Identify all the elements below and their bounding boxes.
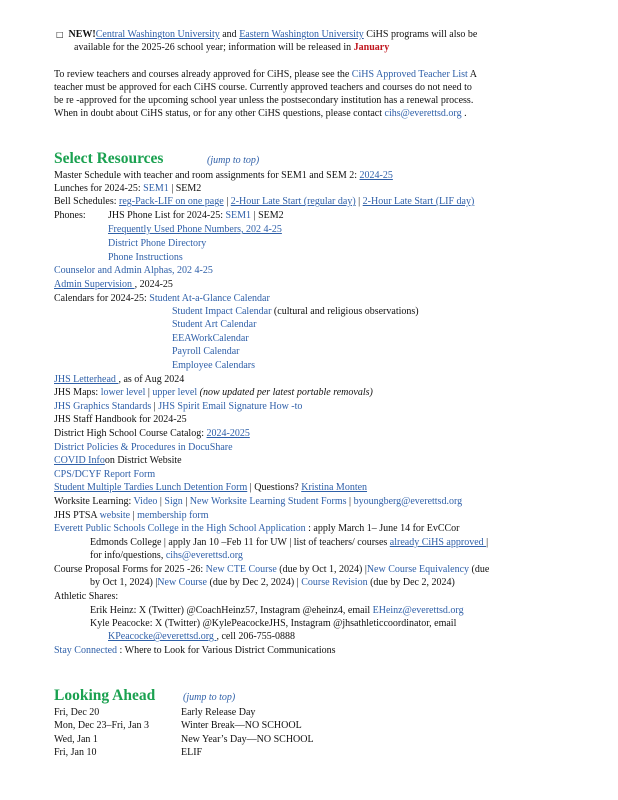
staff-handbook: JHS Staff Handbook for 2024-25 (54, 414, 187, 425)
course-proposal-line: Course Proposal Forms for 2025 -26: New CTE Course (due by Oct 1, 2024) |New Course Equivalency (due (54, 564, 490, 575)
cihs-approved-teacher-list-link[interactable]: CiHS Approved Teacher List (351, 69, 468, 80)
kpeacocke-email-link[interactable]: KPeacocke@everettsd.org (108, 631, 217, 642)
district-phone-directory-link[interactable]: District Phone Directory (108, 238, 207, 249)
frequent-phone-numbers-link[interactable]: Frequently Used Phone Numbers, 202 4-25 (108, 224, 282, 235)
new-announcement: □ NEW!Central Washington University and Eastern Washington University CiHS programs will also be available for the 2025-26 school year; information will be released in January (56, 29, 478, 53)
intro-line-2: teacher must be approved for each CiHS course. Currently approved teachers and courses do not need to (54, 82, 472, 93)
event-name: New Year’s Day—NO SCHOOL (181, 734, 314, 745)
new-label: NEW! (68, 29, 96, 40)
cps-report-form-link[interactable]: CPS/DCYF Report Form (54, 469, 156, 480)
bullet-icon: □ (56, 30, 64, 39)
stay-connected-line: Stay Connected : Where to Look for Various District Communications (54, 645, 336, 656)
tardies-form-link[interactable]: Student Multiple Tardies Lunch Detention Form (54, 482, 248, 493)
worksite-video-link[interactable]: Video (133, 496, 158, 507)
kristina-monten-link[interactable]: Kristina Monten (301, 482, 368, 493)
letterhead-line: JHS Letterhead , as of Aug 2024 (54, 374, 185, 385)
course-catalog-line: District High School Course Catalog: 2024-2025 (54, 428, 250, 439)
lunches-line: Lunches for 2024-25: SEM1 | SEM2 (54, 183, 202, 194)
bell-late-start-lif-link[interactable]: 2-Hour Late Start (LIF day) (362, 196, 475, 207)
worksite-learning-line: Worksite Learning: Video | Sign | New Worksite Learning Student Forms | byoungberg@everettsd.org (54, 496, 463, 507)
course-catalog-link[interactable]: 2024-2025 (206, 428, 250, 439)
lower-level-map-link[interactable]: lower level (100, 387, 146, 398)
intro-line-1: To review teachers and courses already approved for CiHS, please see the CiHS Approved Teacher List A (54, 69, 478, 80)
intro-line-4: When in doubt about CiHS status, or for any other CiHS questions, please contact cihs@everettsd.org . (54, 108, 467, 119)
ewu-link[interactable]: Eastern Washington University (239, 29, 364, 40)
bell-reg-link[interactable]: reg-Pack-LIF on one page (119, 196, 224, 207)
covid-info-link[interactable]: COVID Info (54, 455, 105, 466)
event-date: Fri, Jan 10 (54, 747, 97, 758)
college-line-2: Edmonds College | apply Jan 10 –Feb 11 for UW | list of teachers/ courses already CiHS approved | (90, 537, 489, 548)
event-name: Winter Break—NO SCHOOL (181, 720, 302, 731)
phone-instructions-link[interactable]: Phone Instructions (108, 252, 183, 263)
college-application-link[interactable]: Everett Public Schools College in the High School Application (54, 523, 306, 534)
employee-calendars-link[interactable]: Employee Calendars (172, 360, 256, 371)
student-impact-calendar-line: Student Impact Calendar (cultural and religious observations) (172, 306, 419, 317)
admin-supervision-line: Admin Supervision , 2024-25 (54, 279, 173, 290)
erik-heinz-line: Erik Heinz: X (Twitter) @CoachHeinz57, Instagram @eheinz4, email EHeinz@everettsd.org (90, 605, 464, 616)
maps-line: JHS Maps: lower level | upper level (now updated per latest portable removals) (54, 387, 373, 398)
ptsa-membership-link[interactable]: membership form (137, 510, 209, 521)
worksite-sign-link[interactable]: Sign (164, 496, 183, 507)
worksite-forms-link[interactable]: New Worksite Learning Student Forms (189, 496, 347, 507)
ptsa-line: JHS PTSA website | membership form (54, 510, 209, 521)
counselor-alphas-link[interactable]: Counselor and Admin Alphas, 202 4-25 (54, 265, 213, 276)
event-name: Early Release Day (181, 707, 256, 718)
lunches-sem1-link[interactable]: SEM1 (143, 183, 169, 194)
upper-level-map-link[interactable]: upper level (152, 387, 198, 398)
calendars-line: Calendars for 2024-25: Student At-a-Glance Calendar (54, 293, 270, 304)
phones-sem1-link[interactable]: SEM1 (225, 210, 252, 221)
cwu-link[interactable]: Central Washington University (95, 29, 220, 40)
already-cihs-approved-link[interactable]: already CiHS approved (389, 537, 487, 548)
new-course-link[interactable]: New Course (157, 577, 207, 588)
new-course-equivalency-link[interactable]: New Course Equivalency (366, 564, 470, 575)
payroll-calendar-link[interactable]: Payroll Calendar (172, 346, 240, 357)
byoungberg-email-link[interactable]: byoungberg@everettsd.org (353, 496, 463, 507)
course-proposal-line-2: by Oct 1, 2024) |New Course (due by Dec 2, 2024) | Course Revision (due by Dec 2, 2024) (90, 577, 455, 588)
intro-line-3: be re -approved for the upcoming school year unless the postsecondary institution has a renewal process. (54, 95, 474, 106)
phones-label: Phones: (54, 210, 86, 221)
select-resources-heading: Select Resources (54, 150, 164, 167)
cihs-email-link[interactable]: cihs@everettsd.org (384, 108, 462, 119)
tardies-line: Student Multiple Tardies Lunch Detention Form | Questions? Kristina Monten (54, 482, 368, 493)
release-month: January (353, 42, 390, 53)
district-policies-link[interactable]: District Policies & Procedures in DocuShare (54, 442, 233, 453)
looking-ahead-heading: Looking Ahead (54, 687, 156, 704)
graphics-line: JHS Graphics Standards | JHS Spirit Email Signature How -to (54, 401, 303, 412)
jhs-letterhead-link[interactable]: JHS Letterhead (54, 374, 119, 385)
graphics-standards-link[interactable]: JHS Graphics Standards (54, 401, 152, 412)
athletic-shares-label: Athletic Shares: (54, 591, 119, 602)
student-impact-calendar-link[interactable]: Student Impact Calendar (172, 306, 272, 317)
event-date: Wed, Jan 1 (54, 734, 98, 745)
master-schedule-line: Master Schedule with teacher and room assignments for SEM1 and SEM 2: 2024-25 (54, 170, 393, 181)
stay-connected-link[interactable]: Stay Connected (54, 645, 118, 656)
kyle-peacocke-line-2: KPeacocke@everettsd.org , cell 206-755-0888 (108, 631, 296, 642)
master-schedule-link[interactable]: 2024-25 (359, 170, 393, 181)
jump-to-top-link[interactable]: (jump to top) (207, 155, 260, 166)
eea-work-calendar-link[interactable]: EEAWorkCalendar (172, 333, 249, 344)
college-application-line: Everett Public Schools College in the High School Application : apply March 1– June 14 for EvCCor (54, 523, 460, 534)
new-cte-course-link[interactable]: New CTE Course (205, 564, 277, 575)
student-at-a-glance-calendar-link[interactable]: Student At-a-Glance Calendar (149, 293, 270, 304)
phones-line-1: JHS Phone List for 2024-25: SEM1 | SEM2 (108, 210, 284, 221)
cihs-email-link-2[interactable]: cihs@everettsd.org (165, 550, 243, 561)
course-revision-link[interactable]: Course Revision (301, 577, 368, 588)
college-line-3: for info/questions, cihs@everettsd.org (90, 550, 243, 561)
ptsa-website-link[interactable]: website (99, 510, 131, 521)
event-date: Fri, Dec 20 (54, 707, 100, 718)
kyle-peacocke-line: Kyle Peacocke: X (Twitter) @KylePeacockeJHS, Instagram @jhsathleticcoordinator, email (90, 618, 457, 629)
student-art-calendar-link[interactable]: Student Art Calendar (172, 319, 257, 330)
admin-supervision-link[interactable]: Admin Supervision (54, 279, 135, 290)
email-signature-link[interactable]: JHS Spirit Email Signature How -to (158, 401, 303, 412)
covid-line: COVID Infoon District Website (54, 455, 182, 466)
event-name: ELIF (181, 747, 203, 758)
event-date: Mon, Dec 23–Fri, Jan 3 (54, 720, 149, 731)
eheinz-email-link[interactable]: EHeinz@everettsd.org (372, 605, 464, 616)
bell-schedules-line: Bell Schedules: reg-Pack-LIF on one page | 2-Hour Late Start (regular day) | 2-Hour Late Start (LIF day) (54, 196, 475, 207)
bell-late-start-regular-link[interactable]: 2-Hour Late Start (regular day) (230, 196, 356, 207)
jump-to-top-link-2[interactable]: (jump to top) (183, 692, 236, 703)
